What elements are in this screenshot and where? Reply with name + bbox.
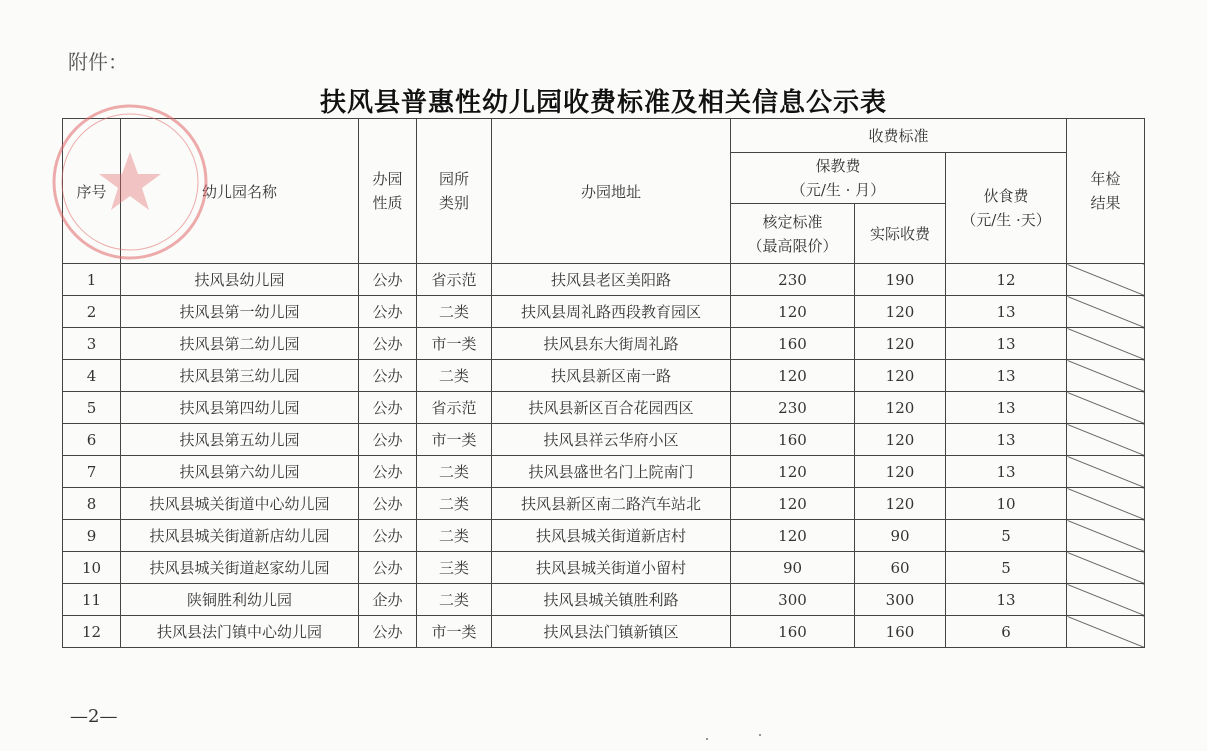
cell-approved-standard: 120 [731,488,855,520]
cell-actual-fee: 120 [855,488,946,520]
cell-name: 扶风县法门镇中心幼儿园 [121,616,359,648]
cell-nature: 公办 [359,424,417,456]
cell-annual-check-empty [1067,328,1145,360]
cell-category: 二类 [417,360,492,392]
cell-no: 11 [63,584,121,616]
cell-meal-fee: 10 [946,488,1067,520]
cell-approved-standard: 120 [731,456,855,488]
cell-annual-check-empty [1067,360,1145,392]
header-category: 园所 类别 [417,119,492,264]
cell-category: 三类 [417,552,492,584]
header-name: 幼儿园名称 [121,119,359,264]
cell-nature: 公办 [359,264,417,296]
cell-category: 市一类 [417,616,492,648]
cell-name: 扶风县第六幼儿园 [121,456,359,488]
table-row [63,616,1145,648]
cell-meal-fee: 13 [946,424,1067,456]
table-row [63,552,1145,584]
cell-actual-fee: 120 [855,456,946,488]
cell-annual-check-empty [1067,456,1145,488]
cell-name: 扶风县城关街道赵家幼儿园 [121,552,359,584]
cell-approved-standard: 90 [731,552,855,584]
cell-no: 2 [63,296,121,328]
cell-annual-check-empty [1067,392,1145,424]
cell-nature: 公办 [359,616,417,648]
cell-approved-standard: 160 [731,616,855,648]
cell-actual-fee: 300 [855,584,946,616]
cell-actual-fee: 120 [855,296,946,328]
cell-meal-fee: 5 [946,552,1067,584]
scan-speck [759,734,761,736]
table-row [63,424,1145,456]
cell-no: 5 [63,392,121,424]
table-row [63,488,1145,520]
cell-category: 二类 [417,520,492,552]
cell-actual-fee: 120 [855,424,946,456]
cell-address: 扶风县城关街道新店村 [492,520,731,552]
cell-name: 扶风县城关街道新店幼儿园 [121,520,359,552]
header-approved-standard: 核定标准 （最高限价） [731,204,855,264]
cell-nature: 公办 [359,520,417,552]
cell-address: 扶风县祥云华府小区 [492,424,731,456]
attachment-label: 附件： [68,50,128,74]
cell-no: 10 [63,552,121,584]
cell-approved-standard: 230 [731,264,855,296]
table-row [63,360,1145,392]
cell-nature: 公办 [359,552,417,584]
cell-annual-check-empty [1067,520,1145,552]
cell-annual-check-empty [1067,552,1145,584]
cell-name: 扶风县第四幼儿园 [121,392,359,424]
cell-actual-fee: 160 [855,616,946,648]
cell-no: 4 [63,360,121,392]
cell-name: 扶风县第一幼儿园 [121,296,359,328]
fee-table [62,118,1145,648]
table-row [63,456,1145,488]
cell-nature: 公办 [359,360,417,392]
cell-meal-fee: 13 [946,584,1067,616]
cell-actual-fee: 120 [855,392,946,424]
cell-meal-fee: 13 [946,360,1067,392]
cell-approved-standard: 160 [731,328,855,360]
cell-address: 扶风县盛世名门上院南门 [492,456,731,488]
cell-actual-fee: 190 [855,264,946,296]
table-row [63,584,1145,616]
cell-address: 扶风县老区美阳路 [492,264,731,296]
cell-annual-check-empty [1067,296,1145,328]
cell-nature: 公办 [359,328,417,360]
cell-approved-standard: 120 [731,520,855,552]
cell-no: 6 [63,424,121,456]
table-row [63,328,1145,360]
cell-nature: 公办 [359,456,417,488]
cell-address: 扶风县新区百合花园西区 [492,392,731,424]
cell-address: 扶风县法门镇新镇区 [492,616,731,648]
cell-category: 二类 [417,456,492,488]
cell-category: 二类 [417,488,492,520]
header-fee-standard: 收费标准 [731,119,1067,153]
cell-category: 市一类 [417,424,492,456]
cell-annual-check-empty [1067,424,1145,456]
cell-meal-fee: 13 [946,392,1067,424]
cell-no: 8 [63,488,121,520]
cell-address: 扶风县新区南一路 [492,360,731,392]
cell-meal-fee: 13 [946,296,1067,328]
header-no: 序号 [63,119,121,264]
cell-meal-fee: 12 [946,264,1067,296]
cell-approved-standard: 300 [731,584,855,616]
cell-no: 9 [63,520,121,552]
cell-meal-fee: 5 [946,520,1067,552]
cell-annual-check-empty [1067,584,1145,616]
cell-approved-standard: 120 [731,296,855,328]
header-care-fee: 保教费 （元/生 · 月） [731,153,946,204]
cell-actual-fee: 120 [855,328,946,360]
cell-actual-fee: 120 [855,360,946,392]
table-row [63,264,1145,296]
header-nature: 办园 性质 [359,119,417,264]
cell-actual-fee: 90 [855,520,946,552]
cell-nature: 公办 [359,296,417,328]
cell-category: 市一类 [417,328,492,360]
scan-speck [706,738,708,740]
header-actual-fee: 实际收费 [855,204,946,264]
cell-category: 省示范 [417,392,492,424]
header-meal-fee: 伙食费 （元/生 ·天） [946,153,1067,264]
cell-approved-standard: 160 [731,424,855,456]
cell-meal-fee: 6 [946,616,1067,648]
cell-category: 二类 [417,296,492,328]
cell-category: 二类 [417,584,492,616]
cell-name: 扶风县第五幼儿园 [121,424,359,456]
cell-approved-standard: 230 [731,392,855,424]
cell-no: 12 [63,616,121,648]
cell-name: 扶风县幼儿园 [121,264,359,296]
cell-no: 3 [63,328,121,360]
cell-address: 扶风县周礼路西段教育园区 [492,296,731,328]
table-row [63,392,1145,424]
cell-nature: 公办 [359,392,417,424]
cell-meal-fee: 13 [946,328,1067,360]
document-title: 扶风县普惠性幼儿园收费标准及相关信息公示表 [319,88,887,118]
cell-nature: 企办 [359,584,417,616]
table-row [63,296,1145,328]
cell-annual-check-empty [1067,264,1145,296]
header-annual-check: 年检 结果 [1067,119,1145,264]
cell-annual-check-empty [1067,616,1145,648]
table-body [63,264,1145,648]
cell-approved-standard: 120 [731,360,855,392]
cell-nature: 公办 [359,488,417,520]
header-address: 办园地址 [492,119,731,264]
cell-name: 扶风县第二幼儿园 [121,328,359,360]
cell-name: 扶风县第三幼儿园 [121,360,359,392]
table-row [63,520,1145,552]
cell-annual-check-empty [1067,488,1145,520]
cell-name: 陕铜胜利幼儿园 [121,584,359,616]
cell-category: 省示范 [417,264,492,296]
page-number: —2— [70,706,118,727]
cell-address: 扶风县新区南二路汽车站北 [492,488,731,520]
cell-meal-fee: 13 [946,456,1067,488]
cell-name: 扶风县城关街道中心幼儿园 [121,488,359,520]
cell-address: 扶风县城关镇胜利路 [492,584,731,616]
cell-address: 扶风县城关街道小留村 [492,552,731,584]
cell-actual-fee: 60 [855,552,946,584]
cell-no: 1 [63,264,121,296]
cell-no: 7 [63,456,121,488]
cell-address: 扶风县东大街周礼路 [492,328,731,360]
